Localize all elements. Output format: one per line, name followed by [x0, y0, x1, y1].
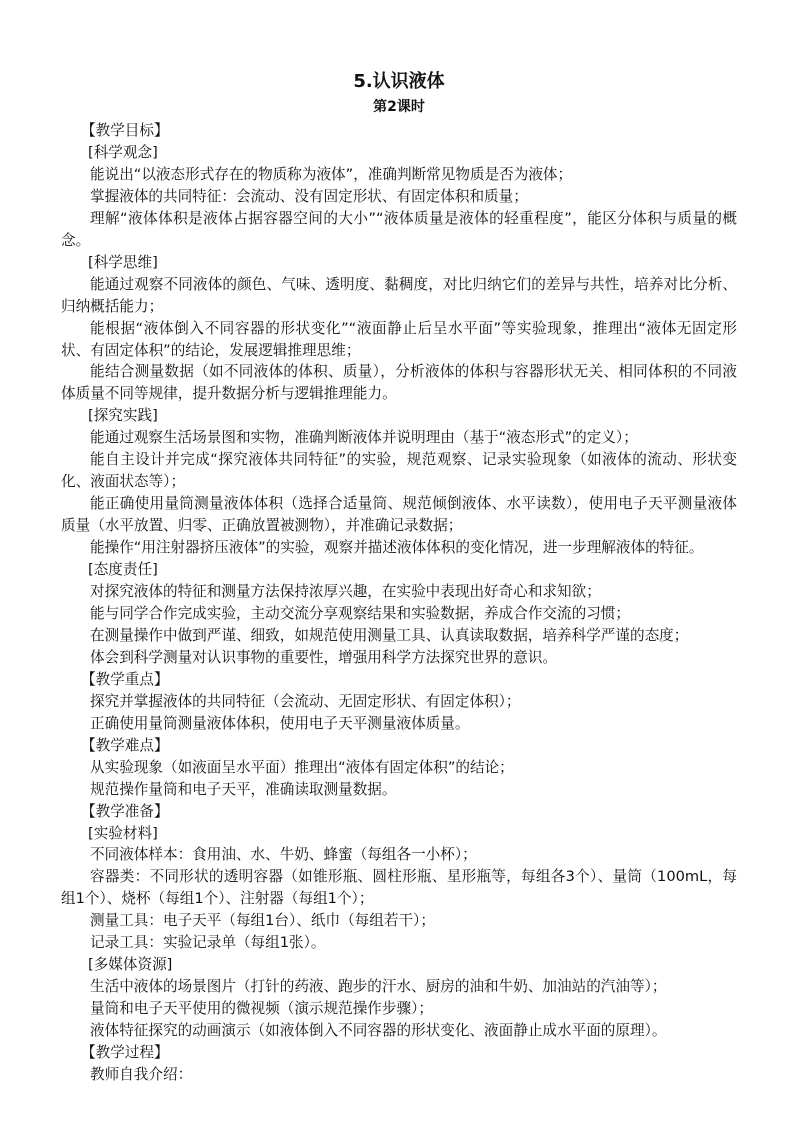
subsection-label: [探究实践] — [88, 407, 158, 425]
document-title: 5.认识液体 — [353, 71, 445, 92]
paragraph: 对探究液体的特征和测量方法保持浓厚兴趣，在实验中表现出好奇心和求知欲； — [90, 583, 601, 601]
paragraph: 测量工具：电子天平（每组1台）、纸巾（每组若干）； — [90, 912, 435, 930]
section-heading: 【教学重点】 — [81, 670, 169, 688]
subsection-label: [多媒体资源] — [88, 956, 173, 974]
paragraph: 能正确使用量筒测量液体体积（选择合适量筒、规范倾倒液体、水平读数），使用电子天平测量液体质量（水平放置、归零、正确放置被测物），并准确记录数据； — [61, 495, 737, 535]
section-heading: 【教学过程】 — [81, 1044, 169, 1062]
paragraph: 体会到科学测量对认识事物的重要性，增强用科学方法探究世界的意识。 — [90, 648, 558, 666]
paragraph: 容器类：不同形状的透明容器（如锥形瓶、圆柱形瓶、星形瓶等，每组各3个）、量筒（100mL，每组1个）、烧杯（每组1个）、注射器（每组1个）； — [61, 868, 737, 908]
paragraph: 能结合测量数据（如不同液体的体积、质量），分析液体的体积与容器形状无关、相同体积的不同液体质量不同等规律，提升数据分析与逻辑推理能力。 — [61, 363, 737, 403]
paragraph: 能操作“用注射器挤压液体”的实验，观察并描述液体体积的变化情况，进一步理解液体的特征。 — [90, 539, 704, 557]
paragraph: 探究并掌握液体的共同特征（会流动、无固定形状、有固定体积）； — [90, 692, 521, 710]
subsection-label: [科学观念] — [88, 143, 158, 161]
section-heading: 【教学准备】 — [81, 802, 169, 820]
paragraph: 从实验现象（如液面呈水平面）推理出“液体有固定体积”的结论； — [90, 758, 514, 776]
paragraph: 教师自我介绍： — [90, 1065, 193, 1083]
section-heading: 【教学难点】 — [81, 736, 169, 754]
paragraph: 液体特征探究的动画演示（如液体倒入不同容器的形状变化、液面静止成水平面的原理）。 — [90, 1022, 667, 1040]
paragraph: 不同液体样本：食用油、水、牛奶、蜂蜜（每组各一小杯）； — [90, 846, 477, 864]
paragraph: 能说出“以液态形式存在的物质称为液体”，准确判断常见物质是否为液体； — [90, 165, 573, 183]
section-heading: 【教学目标】 — [81, 122, 169, 139]
paragraph: 掌握液体的共同特征：会流动、没有固定形状、有固定体积和质量； — [90, 187, 528, 205]
paragraph: 理解“液体体积是液体占据容器空间的大小”“液体质量是液体的轻重程度”，能区分体积与质量的概念。 — [61, 209, 737, 249]
subsection-label: [实验材料] — [88, 824, 158, 842]
document-body — [61, 120, 737, 1086]
paragraph: 量筒和电子天平使用的微视频（演示规范操作步骤）； — [90, 1000, 433, 1018]
paragraph: 正确使用量筒测量液体体积，使用电子天平测量液体质量。 — [90, 714, 470, 732]
paragraph: 能通过观察生活场景图和实物，准确判断液体并说明理由（基于“液态形式”的定义）； — [90, 429, 638, 447]
paragraph: 能与同学合作完成实验，主动交流分享观察结果和实验数据，养成合作交流的习惯； — [90, 604, 630, 622]
paragraph: 能根据“液体倒入不同容器的形状变化”“液面静止后呈水平面”等实验现象，推理出“液体无固定形状、有固定体积”的结论，发展逻辑推理思维； — [61, 319, 737, 359]
paragraph: 生活中液体的场景图片（打针的药液、跑步的汗水、厨房的油和牛奶、加油站的汽油等）； — [90, 978, 667, 996]
paragraph: 规范操作量筒和电子天平，准确读取测量数据。 — [90, 780, 397, 798]
subsection-label: [态度责任] — [88, 561, 158, 579]
document-subtitle: 第2课时 — [373, 99, 425, 115]
paragraph: 在测量操作中做到严谨、细致，如规范使用测量工具、认真读取数据，培养科学严谨的态度； — [90, 626, 689, 644]
paragraph: 能通过观察不同液体的颜色、气味、透明度、黏稠度，对比归纳它们的差异与共性，培养对比分析、归纳概括能力； — [61, 275, 737, 315]
subsection-label: [科学思维] — [88, 253, 158, 271]
paragraph: 记录工具：实验记录单（每组1张）。 — [90, 934, 326, 952]
paragraph: 能自主设计并完成“探究液体共同特征”的实验，规范观察、记录实验现象（如液体的流动、形状变化、液面状态等）； — [61, 451, 737, 491]
document-page — [61, 68, 737, 1086]
